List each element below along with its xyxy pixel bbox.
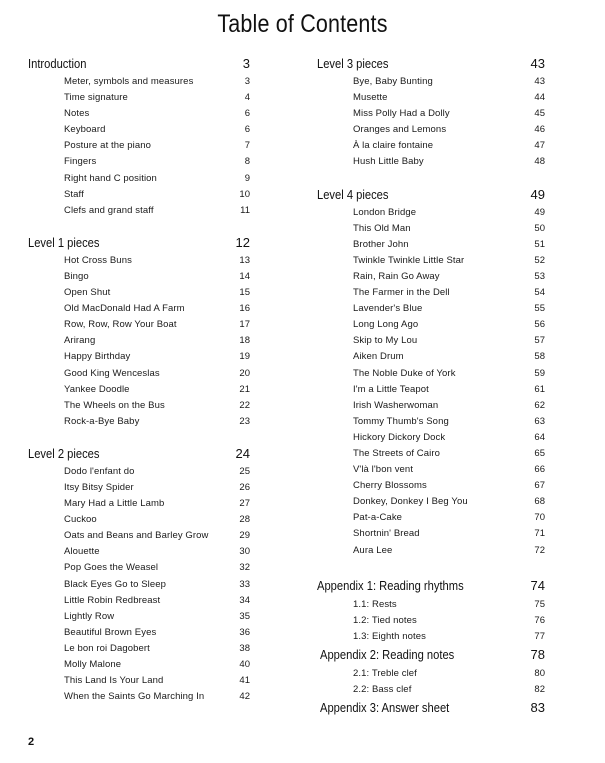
toc-section-heading[interactable]	[317, 187, 545, 205]
section-page-number: 12	[235, 234, 250, 250]
toc-section-introduction	[28, 56, 250, 221]
entry-title: Irish Washerwoman	[353, 399, 439, 411]
entry-title: Rock-a-Bye Baby	[64, 415, 140, 427]
toc-entry[interactable]	[317, 76, 545, 92]
toc-section-level-2	[28, 446, 250, 707]
section-spacer	[317, 173, 545, 187]
toc-section-level-3	[317, 56, 545, 173]
entry-page-number: 25	[239, 465, 250, 477]
toc-entry[interactable]	[317, 271, 545, 287]
toc-entry[interactable]	[317, 351, 545, 367]
entry-page-number: 28	[239, 514, 250, 526]
toc-entry[interactable]	[317, 528, 545, 544]
toc-entry[interactable]	[317, 599, 545, 615]
toc-entry[interactable]	[28, 546, 250, 562]
entry-page-number: 44	[534, 92, 545, 104]
toc-entry[interactable]	[28, 498, 250, 514]
entry-page-number: 51	[534, 238, 545, 250]
toc-section-heading[interactable]	[317, 647, 545, 666]
toc-entry[interactable]	[28, 482, 250, 498]
toc-entry[interactable]	[28, 530, 250, 546]
toc-entry[interactable]	[317, 668, 545, 684]
toc-entry[interactable]	[317, 384, 545, 400]
entry-title: Old MacDonald Had A Farm	[64, 303, 185, 315]
entry-page-number: 11	[240, 204, 250, 216]
toc-entry[interactable]	[28, 255, 250, 271]
entry-title: Miss Polly Had a Dolly	[353, 108, 450, 120]
section-page-number: 49	[530, 186, 545, 202]
entry-title: Pop Goes the Weasel	[64, 562, 159, 574]
entry-page-number: 71	[534, 528, 545, 540]
entry-title: Oranges and Lemons	[353, 124, 447, 136]
toc-entry[interactable]	[28, 400, 250, 416]
toc-entry[interactable]	[28, 189, 250, 205]
entry-page-number: 68	[534, 496, 545, 508]
toc-section-heading[interactable]	[317, 56, 545, 74]
toc-entry[interactable]	[317, 319, 545, 335]
entry-title: 2.1: Treble clef	[353, 667, 417, 679]
entry-page-number: 48	[534, 156, 545, 168]
section-page-number: 3	[242, 56, 250, 71]
toc-section-heading[interactable]	[28, 446, 250, 464]
entry-title: Yankee Doodle	[64, 383, 130, 395]
toc-entry[interactable]	[28, 579, 250, 595]
entry-title: V'là l'bon vent	[353, 464, 414, 476]
toc-section-appendix-2	[317, 647, 545, 700]
entry-title: I'm a Little Teapot	[353, 383, 429, 395]
entry-title: 2.2: Bass clef	[353, 684, 412, 695]
entry-page-number: 18	[239, 335, 250, 347]
section-page-number: 83	[530, 700, 545, 716]
entry-title: Notes	[64, 108, 90, 120]
toc-left-column	[28, 56, 250, 707]
toc-entry[interactable]	[317, 464, 545, 480]
toc-section-appendix-1	[317, 578, 545, 647]
entry-page-number: 62	[534, 399, 545, 411]
toc-entry[interactable]	[317, 207, 545, 223]
entry-title: Cuckoo	[64, 514, 97, 526]
toc-section-heading[interactable]	[317, 578, 545, 597]
toc-entry[interactable]	[28, 514, 250, 530]
entry-title: The Farmer in the Dell	[353, 287, 450, 299]
toc-entry[interactable]	[317, 92, 545, 108]
entry-title: Happy Birthday	[64, 351, 131, 363]
toc-entry[interactable]	[28, 76, 250, 92]
toc-section-level-1	[28, 235, 250, 432]
toc-entry[interactable]	[28, 643, 250, 659]
toc-entry[interactable]	[28, 335, 250, 351]
entry-page-number: 82	[534, 684, 545, 695]
entry-page-number: 61	[534, 383, 545, 395]
entry-page-number: 7	[244, 140, 250, 152]
section-spacer	[28, 432, 250, 446]
toc-entry[interactable]	[28, 611, 250, 627]
toc-entry[interactable]	[317, 335, 545, 351]
entry-page-number: 38	[239, 642, 250, 654]
section-title: Appendix 1: Reading rhythms	[317, 577, 464, 593]
toc-entry[interactable]	[317, 545, 545, 561]
entry-page-number: 72	[534, 544, 545, 556]
entry-title: Lightly Row	[64, 610, 115, 622]
entry-title: Brother John	[353, 238, 409, 250]
toc-entry[interactable]	[28, 319, 250, 335]
entry-page-number: 77	[534, 630, 545, 642]
entry-page-number: 13	[239, 254, 250, 266]
toc-entry[interactable]	[317, 684, 545, 700]
entry-title: London Bridge	[353, 206, 417, 218]
toc-entry[interactable]	[28, 416, 250, 432]
entry-title: Good King Wenceslas	[64, 367, 160, 379]
toc-entry[interactable]	[317, 631, 545, 647]
section-page-number: 74	[530, 577, 545, 593]
entry-title: Donkey, Donkey I Beg You	[353, 496, 468, 508]
section-spacer	[28, 221, 250, 235]
entry-page-number: 21	[239, 383, 250, 395]
section-spacer	[317, 561, 545, 578]
toc-entry[interactable]	[317, 615, 545, 631]
entry-title: Hot Cross Buns	[64, 254, 132, 266]
toc-entry[interactable]	[317, 287, 545, 303]
toc-entry[interactable]	[317, 416, 545, 432]
entry-page-number: 14	[239, 270, 250, 282]
toc-entry[interactable]	[317, 239, 545, 255]
entry-page-number: 16	[239, 303, 250, 315]
section-title: Appendix 3: Answer sheet	[320, 700, 450, 716]
entry-title: Beautiful Brown Eyes	[64, 626, 157, 638]
entry-title: Hickory Dickory Dock	[353, 431, 446, 443]
entry-page-number: 42	[239, 691, 250, 703]
entry-title: Le bon roi Dagobert	[64, 642, 150, 654]
toc-entry[interactable]	[28, 173, 250, 189]
entry-title: Itsy Bitsy Spider	[64, 481, 134, 493]
toc-entry[interactable]	[317, 303, 545, 319]
toc-entry[interactable]	[28, 303, 250, 319]
page-footer-number: 2	[28, 736, 35, 748]
entry-page-number: 36	[239, 626, 250, 638]
entry-title: Bye, Baby Bunting	[353, 76, 433, 87]
section-title: Level 4 pieces	[317, 186, 389, 202]
entry-title: Arirang	[64, 335, 96, 347]
toc-section-heading[interactable]	[28, 235, 250, 253]
toc-entry[interactable]	[28, 140, 250, 156]
toc-section-appendix-3	[317, 700, 545, 719]
entry-page-number: 19	[239, 351, 250, 363]
entry-title: Staff	[64, 188, 84, 200]
entry-page-number: 6	[244, 124, 250, 136]
section-page-number: 78	[530, 646, 545, 662]
toc-entry[interactable]	[317, 223, 545, 239]
entry-title: Lavender's Blue	[353, 303, 423, 315]
entry-title: À la claire fontaine	[353, 140, 434, 152]
entry-page-number: 54	[534, 287, 545, 299]
entry-title: Aura Lee	[353, 544, 393, 556]
entry-title: Hush Little Baby	[353, 156, 424, 168]
entry-page-number: 64	[534, 431, 545, 443]
entry-page-number: 75	[534, 598, 545, 610]
entry-title: Pat-a-Cake	[353, 512, 403, 524]
entry-title: Musette	[353, 92, 388, 104]
toc-section-heading[interactable]	[317, 700, 545, 719]
entry-page-number: 47	[534, 140, 545, 152]
toc-entry[interactable]	[317, 432, 545, 448]
entry-title: Mary Had a Little Lamb	[64, 498, 165, 510]
entry-page-number: 23	[239, 415, 250, 427]
entry-page-number: 56	[534, 319, 545, 331]
entry-page-number: 4	[244, 92, 250, 104]
toc-entry[interactable]	[28, 156, 250, 172]
entry-page-number: 34	[239, 594, 250, 606]
toc-entry[interactable]	[28, 691, 250, 707]
entry-title: Time signature	[64, 92, 128, 104]
entry-page-number: 32	[239, 562, 250, 574]
toc-entry[interactable]	[28, 271, 250, 287]
section-title: Introduction	[28, 56, 87, 71]
toc-entry[interactable]	[28, 368, 250, 384]
entry-page-number: 33	[239, 578, 250, 590]
entry-page-number: 49	[534, 206, 545, 218]
entry-title: The Wheels on the Bus	[64, 399, 165, 411]
entry-page-number: 8	[244, 156, 250, 168]
section-title: Level 1 pieces	[28, 234, 100, 250]
entry-title: The Streets of Cairo	[353, 447, 441, 459]
entry-title: Dodo l'enfant do	[64, 465, 135, 477]
entry-page-number: 6	[244, 108, 250, 120]
toc-entry[interactable]	[317, 255, 545, 271]
entry-page-number: 43	[534, 76, 545, 87]
entry-page-number: 57	[534, 335, 545, 347]
entry-page-number: 15	[239, 287, 250, 299]
section-title: Level 2 pieces	[28, 445, 100, 461]
entry-title: 1.3: Eighth notes	[353, 630, 427, 642]
toc-entry[interactable]	[28, 108, 250, 124]
entry-title: 1.1: Rests	[353, 598, 397, 610]
entry-page-number: 9	[244, 172, 250, 184]
toc-entry[interactable]	[28, 124, 250, 140]
toc-entry[interactable]	[317, 480, 545, 496]
entry-page-number: 27	[239, 498, 250, 510]
entry-page-number: 70	[534, 512, 545, 524]
entry-title: The Noble Duke of York	[353, 367, 456, 379]
toc-entry[interactable]	[28, 384, 250, 400]
entry-title: Aiken Drum	[353, 351, 404, 363]
entry-title: 1.2: Tied notes	[353, 614, 417, 626]
entry-title: Skip to My Lou	[353, 335, 418, 347]
toc-entry[interactable]	[28, 562, 250, 578]
entry-page-number: 55	[534, 303, 545, 315]
entry-page-number: 41	[239, 675, 250, 687]
entry-title: Open Shut	[64, 287, 111, 299]
entry-title: Row, Row, Row Your Boat	[64, 319, 177, 331]
entry-page-number: 22	[239, 399, 250, 411]
toc-entry[interactable]	[28, 595, 250, 611]
toc-entry[interactable]	[28, 675, 250, 691]
entry-page-number: 29	[239, 530, 250, 542]
entry-title: Shortnin' Bread	[353, 528, 420, 540]
toc-entry[interactable]	[317, 400, 545, 416]
toc-entry[interactable]	[28, 205, 250, 221]
entry-page-number: 58	[534, 351, 545, 363]
entry-title: Clefs and grand staff	[64, 204, 154, 216]
entry-page-number: 17	[239, 319, 250, 331]
toc-entry[interactable]	[317, 496, 545, 512]
entry-page-number: 65	[534, 447, 545, 459]
toc-entry[interactable]	[28, 466, 250, 482]
section-title: Level 3 pieces	[317, 56, 389, 71]
entry-page-number: 50	[534, 222, 545, 234]
entry-title: Meter, symbols and measures	[64, 76, 194, 87]
entry-title: Cherry Blossoms	[353, 480, 427, 492]
toc-entry[interactable]	[28, 659, 250, 675]
toc-entry[interactable]	[28, 351, 250, 367]
entry-page-number: 45	[534, 108, 545, 120]
entry-title: Fingers	[64, 156, 97, 168]
toc-section-level-4	[317, 187, 545, 561]
entry-title: When the Saints Go Marching In	[64, 691, 205, 703]
entry-title: Oats and Beans and Barley Grow	[64, 530, 209, 542]
entry-page-number: 20	[239, 367, 250, 379]
entry-page-number: 66	[534, 464, 545, 476]
entry-page-number: 76	[534, 614, 545, 626]
toc-entry[interactable]	[28, 627, 250, 643]
toc-right-column	[317, 56, 545, 721]
entry-title: Alouette	[64, 546, 100, 558]
toc-entry[interactable]	[28, 287, 250, 303]
toc-entry[interactable]	[317, 108, 545, 124]
entry-page-number: 80	[534, 667, 545, 679]
entry-page-number: 26	[239, 481, 250, 493]
toc-entry[interactable]	[317, 368, 545, 384]
entry-page-number: 59	[534, 367, 545, 379]
entry-page-number: 52	[534, 254, 545, 266]
entry-title: Right hand C position	[64, 172, 157, 184]
toc-section-heading[interactable]	[28, 56, 250, 74]
entry-title: Twinkle Twinkle Little Star	[353, 254, 465, 266]
toc-entry[interactable]	[317, 156, 545, 172]
entry-title: This Land Is Your Land	[64, 675, 164, 687]
entry-page-number: 30	[239, 546, 250, 558]
entry-title: Tommy Thumb's Song	[353, 415, 449, 427]
entry-title: Posture at the piano	[64, 140, 152, 152]
section-title: Appendix 2: Reading notes	[320, 646, 455, 662]
section-page-number: 43	[530, 56, 545, 71]
entry-page-number: 67	[534, 480, 545, 492]
toc-entry[interactable]	[317, 124, 545, 140]
entry-title: Keyboard	[64, 124, 106, 136]
entry-title: Molly Malone	[64, 659, 122, 670]
toc-entry[interactable]	[317, 140, 545, 156]
entry-page-number: 40	[239, 659, 250, 670]
page-title: Table of Contents	[217, 10, 388, 38]
toc-entry[interactable]	[317, 512, 545, 528]
entry-page-number: 63	[534, 415, 545, 427]
entry-page-number: 35	[239, 610, 250, 622]
entry-page-number: 53	[534, 270, 545, 282]
section-page-number: 24	[235, 445, 250, 461]
entry-title: Rain, Rain Go Away	[353, 270, 440, 282]
entry-title: Black Eyes Go to Sleep	[64, 578, 167, 590]
entry-page-number: 10	[239, 188, 250, 200]
entry-page-number: 3	[244, 76, 250, 87]
entry-page-number: 46	[534, 124, 545, 136]
entry-title: Long Long Ago	[353, 319, 419, 331]
toc-entry[interactable]	[28, 92, 250, 108]
entry-title: Little Robin Redbreast	[64, 594, 161, 606]
entry-title: Bingo	[64, 270, 89, 282]
entry-title: This Old Man	[353, 222, 411, 234]
toc-entry[interactable]	[317, 448, 545, 464]
